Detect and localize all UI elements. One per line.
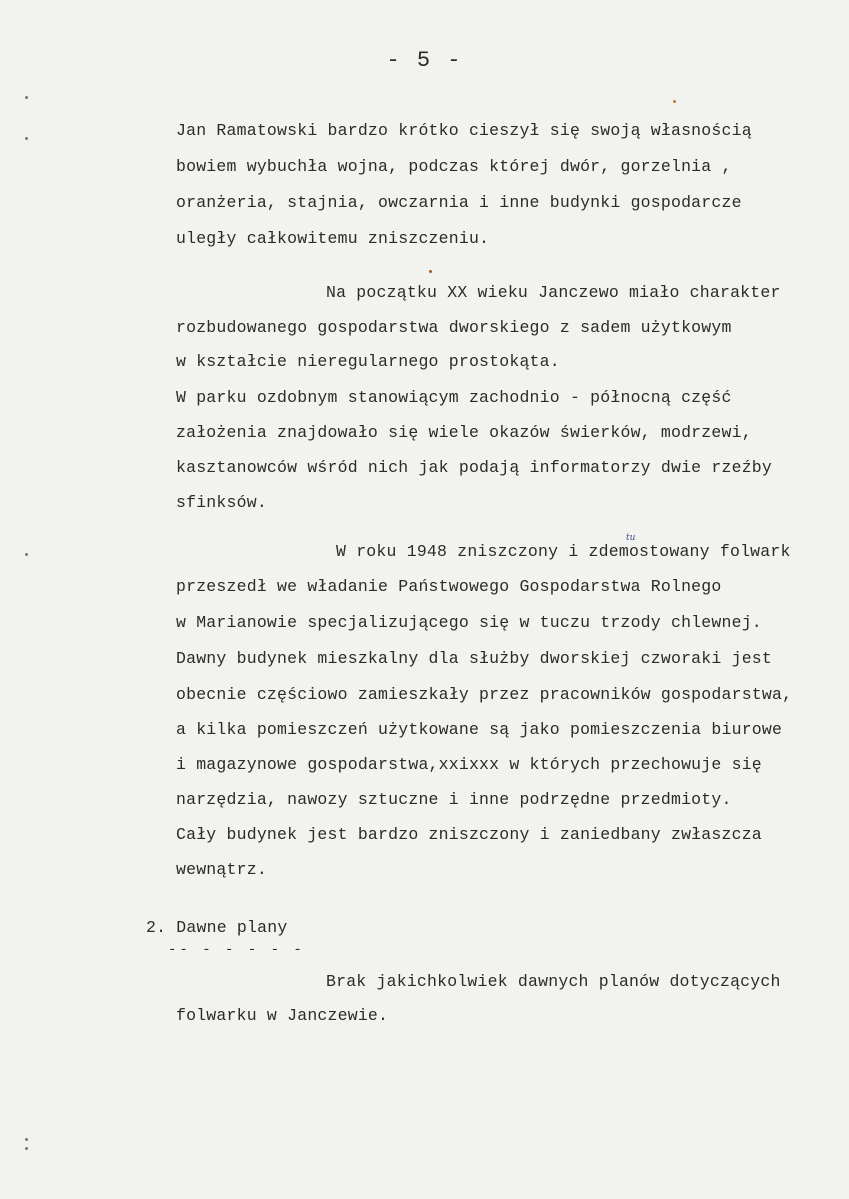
text-line: Dawny budynek mieszkalny dla służby dworskiej czworaki jest <box>176 649 772 668</box>
text-line: w Marianowie specjalizującego się w tuczu trzody chlewnej. <box>176 613 762 632</box>
punch-hole-mark <box>25 553 28 556</box>
text-line: uległy całkowitemu zniszczeniu. <box>176 229 490 248</box>
section-heading: 2. Dawne plany <box>146 918 288 937</box>
stray-mark <box>673 100 676 103</box>
punch-hole-mark <box>25 1138 28 1141</box>
text-line: W parku ozdobnym stanowiącym zachodnio - północną część <box>176 388 732 407</box>
text-line: W roku 1948 zniszczony i zdemostowany folwark <box>336 542 791 561</box>
text-line: wewnątrz. <box>176 860 267 879</box>
punch-hole-mark <box>25 96 28 99</box>
punch-hole-mark <box>25 1147 28 1150</box>
page-number: - 5 - <box>386 48 463 73</box>
text-line: założenia znajdowało się wiele okazów świerków, modrzewi, <box>176 423 752 442</box>
text-line: Cały budynek jest bardzo zniszczony i zaniedbany zwłaszcza <box>176 825 762 844</box>
text-line: Brak jakichkolwiek dawnych planów dotyczących <box>326 972 781 991</box>
text-line: oranżeria, stajnia, owczarnia i inne budynki gospodarcze <box>176 193 742 212</box>
stray-mark <box>429 270 432 273</box>
text-line: sfinksów. <box>176 493 267 512</box>
text-line: bowiem wybuchła wojna, podczas której dwór, gorzelnia , <box>176 157 732 176</box>
handwritten-correction: tu <box>626 533 636 543</box>
text-line: narzędzia, nawozy sztuczne i inne podrzędne przedmioty. <box>176 790 732 809</box>
text-line: rozbudowanego gospodarstwa dworskiego z sadem użytkowym <box>176 318 732 337</box>
text-line: przeszedł we władanie Państwowego Gospodarstwa Rolnego <box>176 577 722 596</box>
text-line: folwarku w Janczewie. <box>176 1006 389 1025</box>
text-line: Jan Ramatowski bardzo krótko cieszył się swoją własnością <box>176 121 752 140</box>
heading-underline: -- - - - - - <box>168 942 305 958</box>
text-line: w kształcie nieregularnego prostokąta. <box>176 352 560 371</box>
text-line: Na początku XX wieku Janczewo miało charakter <box>326 283 781 302</box>
text-line: obecnie częściowo zamieszkały przez pracowników gospodarstwa, <box>176 685 793 704</box>
text-line: kasztanowców wśród nich jak podają informatorzy dwie rzeźby <box>176 458 772 477</box>
text-line: i magazynowe gospodarstwa,xxixxx w których przechowuje się <box>176 755 762 774</box>
text-line: a kilka pomieszczeń użytkowane są jako pomieszczenia biurowe <box>176 720 783 739</box>
punch-hole-mark <box>25 137 28 140</box>
